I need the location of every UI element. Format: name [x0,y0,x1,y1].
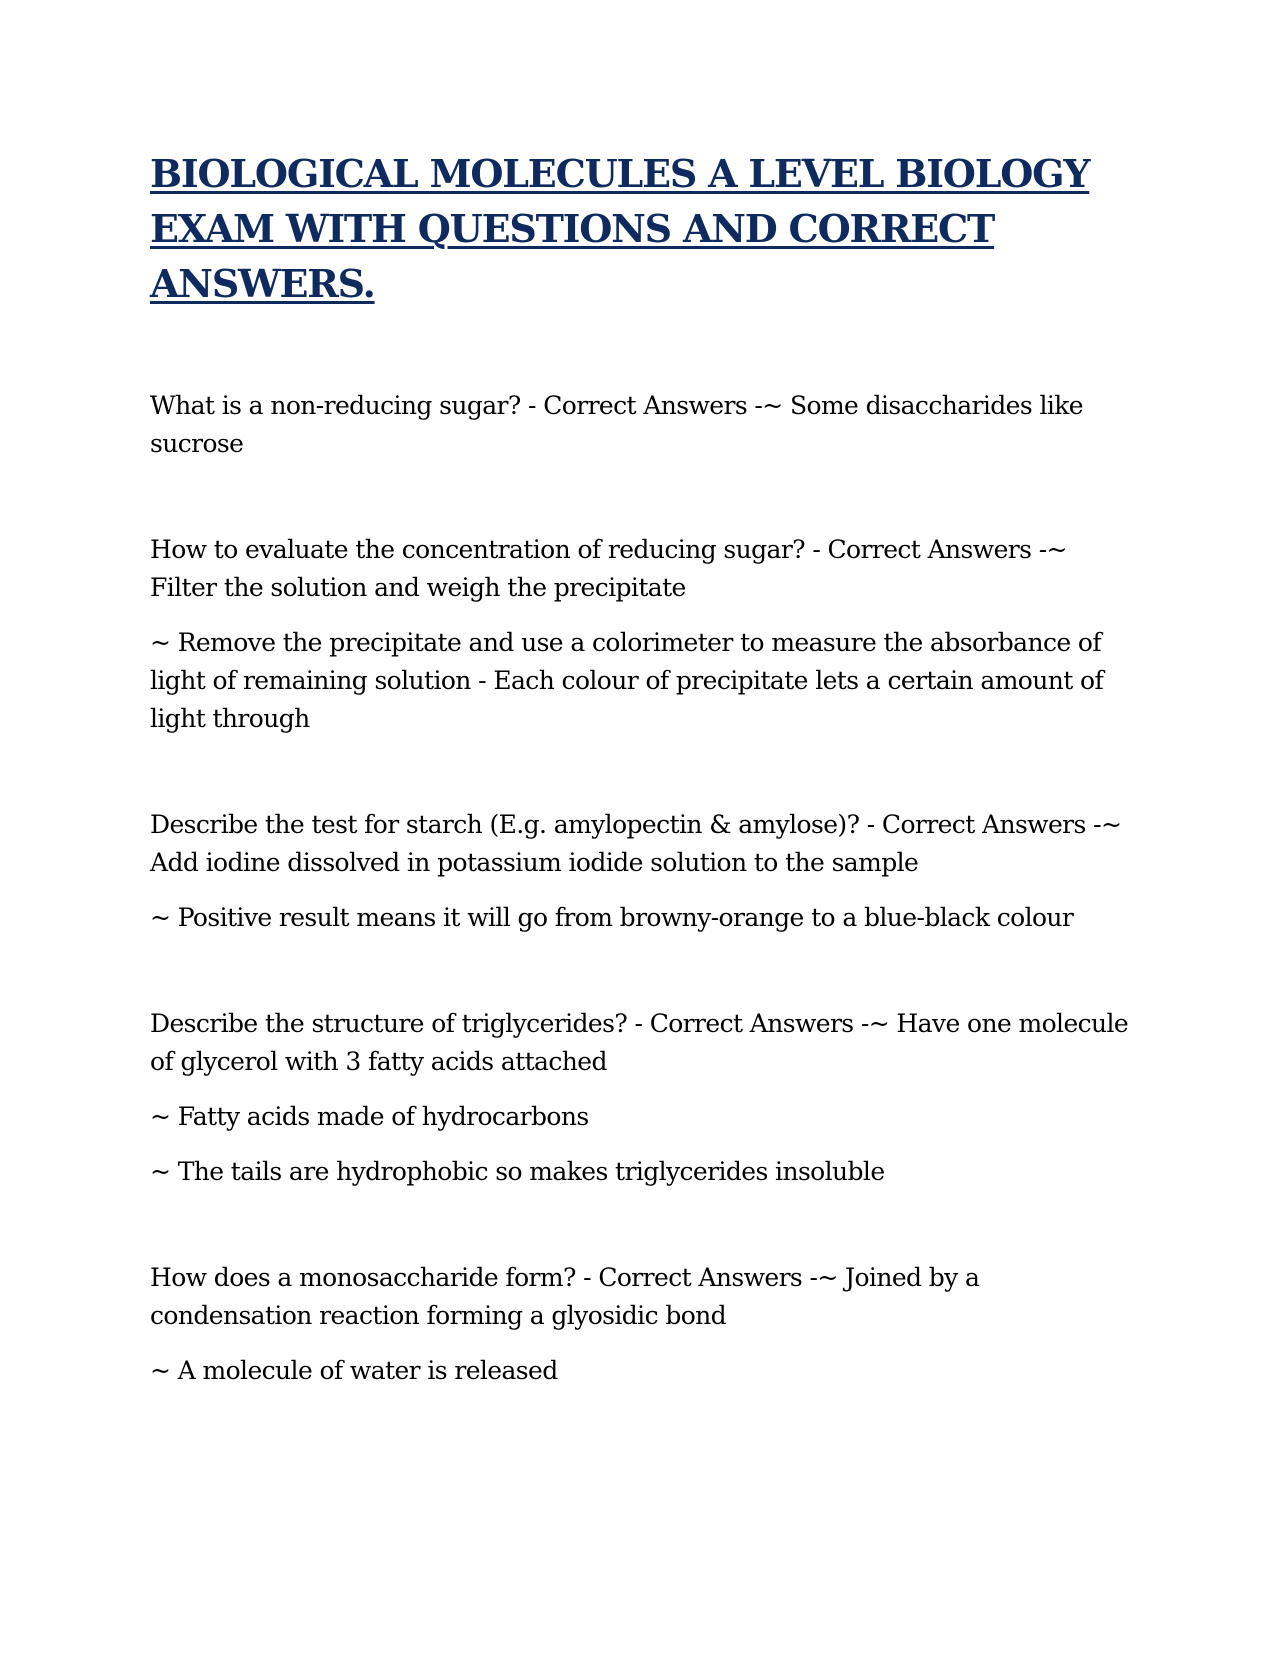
qa-item-reducing-sugar-concentration [150,531,1140,738]
qa-item-monosaccharide [150,1259,1140,1390]
document-title: BIOLOGICAL MOLECULES A LEVEL BIOLOGY EXAM WITH QUESTIONS AND CORRECT ANSWERS. [150,151,1090,306]
qa-paragraph: ~ A molecule of water is released [150,1356,558,1385]
qa-item-starch-test [150,806,1140,937]
qa-paragraph: Describe the structure of triglycerides? - Correct Answers -~ Have one molecule of glycerol with 3 fatty acids attached [150,1009,1129,1076]
document-page [150,146,1140,1458]
qa-paragraph: ~ Remove the precipitate and use a colorimeter to measure the absorbance of light of remaining solution - Each colour of precipitate lets a certain amount of light through [150,628,1104,733]
qa-paragraph: ~ The tails are hydrophobic so makes triglycerides insoluble [150,1157,885,1186]
qa-item-triglycerides [150,1005,1140,1191]
qa-list [150,387,1140,1390]
qa-paragraph: ~ Positive result means it will go from browny-orange to a blue-black colour [150,903,1074,932]
qa-paragraph: How to evaluate the concentration of reducing sugar? - Correct Answers -~ Filter the solution and weigh the precipitate [150,535,1067,602]
qa-paragraph: What is a non-reducing sugar? - Correct Answers -~ Some disaccharides like sucrose [150,391,1083,458]
qa-paragraph: How does a monosaccharide form? - Correct Answers -~ Joined by a condensation reaction forming a glyosidic bond [150,1263,980,1330]
qa-paragraph: ~ Fatty acids made of hydrocarbons [150,1102,589,1131]
qa-item-non-reducing-sugar [150,387,1140,463]
qa-paragraph: Describe the test for starch (E.g. amylopectin & amylose)? - Correct Answers -~ Add iodine dissolved in potassium iodide solution to the sample [150,810,1122,877]
